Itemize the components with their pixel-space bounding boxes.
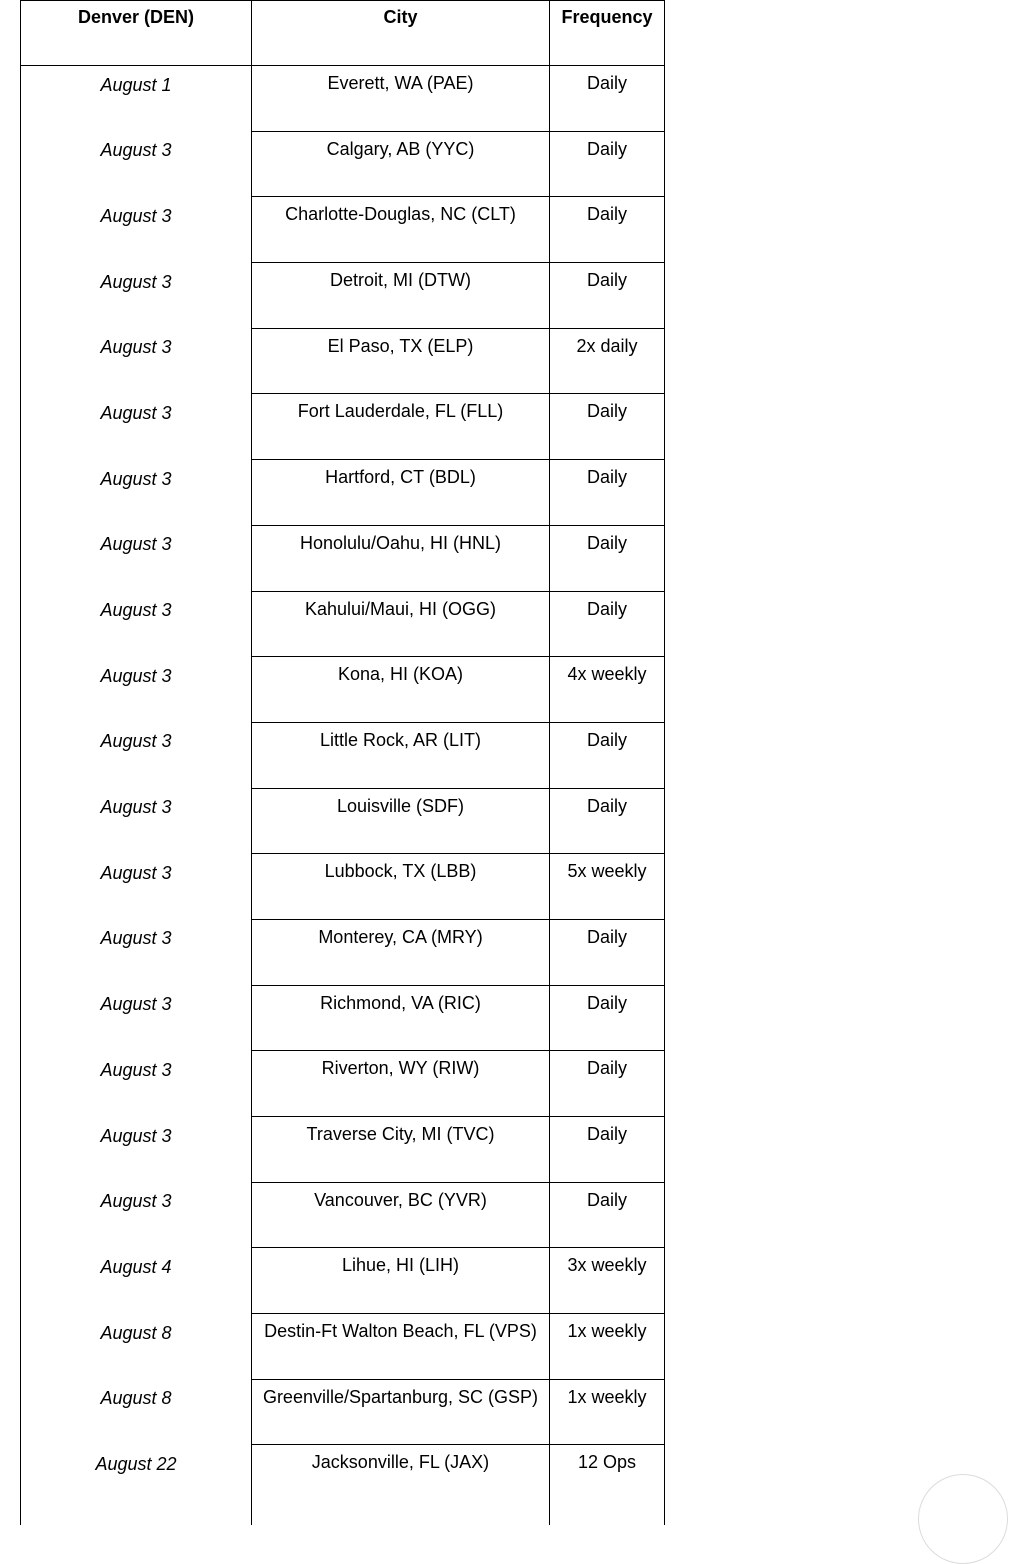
table-row	[21, 591, 665, 657]
row-frequency: Daily	[550, 66, 665, 132]
header-denver: Denver (DEN)	[21, 1, 252, 66]
row-frequency: 4x weekly	[550, 657, 665, 723]
row-city: Jacksonville, FL (JAX)	[252, 1445, 550, 1525]
row-date: August 3	[21, 525, 252, 591]
row-city: Greenville/Spartanburg, SC (GSP)	[252, 1379, 550, 1445]
row-frequency: Daily	[550, 591, 665, 657]
row-date: August 3	[21, 1051, 252, 1117]
table-row	[21, 985, 665, 1051]
table-row	[21, 1445, 665, 1525]
row-city: Lubbock, TX (LBB)	[252, 854, 550, 920]
table-row	[21, 197, 665, 263]
table-row	[21, 1314, 665, 1380]
row-city: Monterey, CA (MRY)	[252, 919, 550, 985]
row-city: Little Rock, AR (LIT)	[252, 722, 550, 788]
row-frequency: 1x weekly	[550, 1314, 665, 1380]
row-frequency: Daily	[550, 788, 665, 854]
row-city: Fort Lauderdale, FL (FLL)	[252, 394, 550, 460]
row-city: Detroit, MI (DTW)	[252, 263, 550, 329]
row-date: August 22	[21, 1445, 252, 1525]
row-frequency: Daily	[550, 985, 665, 1051]
row-city: Kahului/Maui, HI (OGG)	[252, 591, 550, 657]
row-frequency: Daily	[550, 919, 665, 985]
row-date: August 3	[21, 328, 252, 394]
row-date: August 3	[21, 197, 252, 263]
row-frequency: Daily	[550, 1117, 665, 1183]
table-row	[21, 66, 665, 132]
row-frequency: Daily	[550, 263, 665, 329]
table-row	[21, 460, 665, 526]
row-frequency: 1x weekly	[550, 1379, 665, 1445]
row-date: August 3	[21, 919, 252, 985]
table-row	[21, 328, 665, 394]
row-city: Riverton, WY (RIW)	[252, 1051, 550, 1117]
row-date: August 3	[21, 657, 252, 723]
route-table-body	[21, 66, 665, 1525]
row-city: Charlotte-Douglas, NC (CLT)	[252, 197, 550, 263]
table-row	[21, 1051, 665, 1117]
table-row	[21, 657, 665, 723]
row-frequency: Daily	[550, 394, 665, 460]
route-table	[20, 0, 665, 1525]
row-city: Traverse City, MI (TVC)	[252, 1117, 550, 1183]
table-row	[21, 919, 665, 985]
row-date: August 8	[21, 1379, 252, 1445]
row-date: August 3	[21, 263, 252, 329]
table-row	[21, 788, 665, 854]
row-frequency: Daily	[550, 131, 665, 197]
row-frequency: 2x daily	[550, 328, 665, 394]
row-frequency: 5x weekly	[550, 854, 665, 920]
row-frequency: Daily	[550, 197, 665, 263]
row-date: August 3	[21, 460, 252, 526]
row-date: August 3	[21, 394, 252, 460]
table-row	[21, 525, 665, 591]
table-header-row	[21, 1, 665, 66]
row-city: Destin-Ft Walton Beach, FL (VPS)	[252, 1314, 550, 1380]
row-city: Vancouver, BC (YVR)	[252, 1182, 550, 1248]
row-date: August 3	[21, 1117, 252, 1183]
row-city: Louisville (SDF)	[252, 788, 550, 854]
row-date: August 4	[21, 1248, 252, 1314]
row-city: Calgary, AB (YYC)	[252, 131, 550, 197]
table-row	[21, 394, 665, 460]
row-city: Everett, WA (PAE)	[252, 66, 550, 132]
table-row	[21, 722, 665, 788]
row-frequency: 3x weekly	[550, 1248, 665, 1314]
row-frequency: Daily	[550, 722, 665, 788]
row-date: August 3	[21, 722, 252, 788]
row-frequency: Daily	[550, 1182, 665, 1248]
row-city: Honolulu/Oahu, HI (HNL)	[252, 525, 550, 591]
table-row	[21, 1379, 665, 1445]
row-date: August 3	[21, 131, 252, 197]
table-row	[21, 1248, 665, 1314]
row-date: August 3	[21, 1182, 252, 1248]
row-city: Hartford, CT (BDL)	[252, 460, 550, 526]
row-city: Richmond, VA (RIC)	[252, 985, 550, 1051]
row-date: August 8	[21, 1314, 252, 1380]
table-row	[21, 1182, 665, 1248]
row-frequency: 12 Ops	[550, 1445, 665, 1525]
scroll-to-top-button[interactable]	[918, 1474, 1008, 1564]
row-city: El Paso, TX (ELP)	[252, 328, 550, 394]
table-row	[21, 131, 665, 197]
header-city: City	[252, 1, 550, 66]
row-date: August 3	[21, 788, 252, 854]
row-city: Lihue, HI (LIH)	[252, 1248, 550, 1314]
row-frequency: Daily	[550, 460, 665, 526]
row-city: Kona, HI (KOA)	[252, 657, 550, 723]
row-date: August 3	[21, 985, 252, 1051]
row-frequency: Daily	[550, 1051, 665, 1117]
table-row	[21, 263, 665, 329]
header-frequency: Frequency	[550, 1, 665, 66]
row-date: August 3	[21, 591, 252, 657]
row-date: August 3	[21, 854, 252, 920]
table-row	[21, 1117, 665, 1183]
table-row	[21, 854, 665, 920]
row-date: August 1	[21, 66, 252, 132]
row-frequency: Daily	[550, 525, 665, 591]
